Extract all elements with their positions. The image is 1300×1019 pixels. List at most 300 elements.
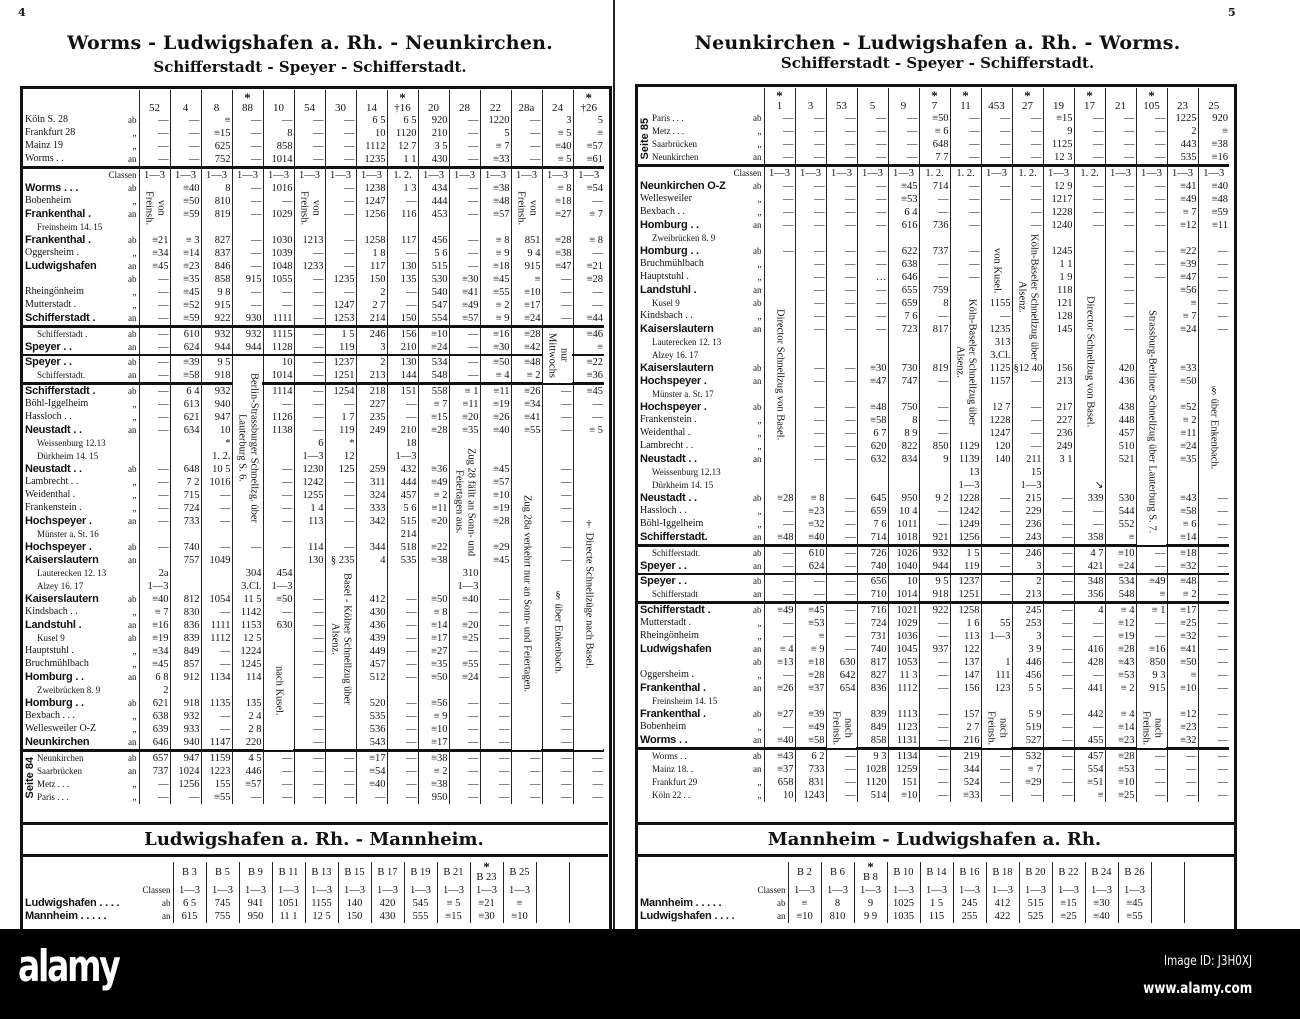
arrival-departure-marker: an — [753, 561, 762, 571]
time-cell: 455 — [1074, 734, 1105, 749]
time-cell: — — [449, 751, 480, 766]
time-cell: 518 — [387, 541, 418, 554]
station-cell — [638, 669, 764, 682]
time-cell — [1167, 695, 1198, 708]
time-cell: — — [387, 645, 418, 658]
time-cell: — — [826, 763, 857, 776]
time-cell: ≡12 — [1105, 617, 1136, 630]
time-cell: — — [826, 310, 857, 323]
time-cell: — — [449, 369, 480, 384]
train-number: B 23 — [476, 872, 497, 883]
arrival-departure-marker: „ — [757, 415, 762, 425]
table-row — [23, 140, 604, 153]
time-cell: — — [826, 414, 857, 427]
time-cell: — — [294, 312, 325, 327]
time-cell: 1—3 — [404, 884, 437, 897]
time-cell: — — [764, 125, 795, 138]
time-cell: 5 5 — [1012, 682, 1043, 695]
time-cell: 1—3 — [1136, 166, 1167, 181]
time-cell: ≡10 — [511, 286, 542, 299]
time-cell: — — [826, 617, 857, 630]
time-cell: — — [170, 140, 201, 153]
station-name: Speyer . . — [25, 341, 72, 353]
time-cell: ≡18 — [542, 195, 573, 208]
time-cell: 245 — [1012, 603, 1043, 618]
station-name: Schifferstadt. — [652, 548, 701, 558]
time-cell: 246 — [356, 327, 387, 342]
time-cell: 851 — [511, 234, 542, 247]
station-name: Kaiserslautern — [25, 593, 99, 605]
time-cell: — — [1198, 271, 1229, 284]
time-cell: 1—3 — [573, 168, 604, 183]
train-number: 11 — [960, 100, 971, 112]
time-cell: 922 — [201, 312, 232, 327]
time-cell: 1—3 — [449, 580, 480, 593]
time-cell: — — [826, 560, 857, 574]
time-cell: ≡17 — [1167, 603, 1198, 618]
station-name: Neustadt . . — [25, 424, 82, 436]
time-cell: 6 2 — [795, 749, 826, 764]
train-number: B 17 — [377, 867, 398, 878]
time-cell: — — [480, 778, 511, 791]
time-cell: 1029 — [888, 617, 919, 630]
station-cell — [638, 414, 764, 427]
station-name: Oggersheim . — [640, 669, 694, 680]
station-cell — [23, 723, 139, 736]
time-cell: 613 — [170, 398, 201, 411]
time-cell: 525 — [1019, 910, 1052, 923]
time-cell: 438 — [1105, 401, 1136, 414]
time-cell: 1018 — [888, 531, 919, 546]
time-cell — [480, 528, 511, 541]
rotated-note: Director Schnellzug von Basel. — [765, 259, 794, 491]
station-name: Frankenstein . — [25, 502, 82, 513]
classes-row — [23, 168, 604, 183]
time-cell: 1251 — [950, 588, 981, 603]
time-cell: — — [139, 463, 170, 476]
table-row — [638, 695, 1229, 708]
time-cell: 846 — [201, 260, 232, 273]
time-cell: ≡34 — [139, 645, 170, 658]
table-row — [638, 910, 1217, 923]
train-marker: * — [244, 90, 251, 105]
time-cell: — — [981, 588, 1012, 603]
arrival-departure-marker: an — [128, 516, 137, 526]
time-cell — [232, 684, 263, 697]
time-cell: ≡ 2 — [1105, 682, 1136, 695]
time-cell: 444 — [418, 195, 449, 208]
station-cell — [23, 127, 139, 140]
time-cell — [981, 643, 1012, 656]
time-cell: — — [1167, 789, 1198, 802]
time-cell: — — [139, 791, 170, 804]
station-name: Mannheim . . . . . — [25, 910, 107, 922]
time-cell: 412 — [356, 593, 387, 606]
time-cell — [480, 580, 511, 593]
time-cell: — — [325, 140, 356, 153]
time-cell: 9 — [919, 453, 950, 466]
classes-row — [23, 884, 602, 897]
time-cell: — — [826, 258, 857, 271]
time-cell: — — [573, 398, 604, 411]
time-cell: ≡43 — [1167, 492, 1198, 505]
arrival-departure-marker: ab — [753, 363, 762, 373]
time-cell: 1—3 — [480, 168, 511, 183]
time-cell — [1105, 232, 1136, 245]
time-cell — [356, 684, 387, 697]
time-cell: 1138 — [263, 424, 294, 437]
time-cell: ≡22 — [573, 355, 604, 369]
time-cell: — — [1136, 180, 1167, 193]
station-cell — [23, 114, 139, 127]
time-cell: — — [1074, 193, 1105, 206]
time-cell: ≡15 — [437, 910, 470, 923]
arrival-departure-marker: an — [753, 376, 762, 386]
station-name: Paris . . . — [37, 792, 69, 802]
time-cell: 1256 — [170, 778, 201, 791]
train-marker: * — [483, 859, 490, 874]
time-cell: ≡ — [573, 341, 604, 355]
time-cell — [1105, 349, 1136, 362]
arrival-departure-marker: „ — [757, 259, 762, 269]
train-number: 10 — [273, 102, 284, 114]
time-cell: 1155 — [981, 297, 1012, 310]
time-cell: — — [1198, 630, 1229, 643]
time-cell: — — [387, 736, 418, 751]
time-cell: — — [857, 193, 888, 206]
time-cell: ≡10 — [418, 723, 449, 736]
time-cell: — — [826, 206, 857, 219]
time-cell — [294, 528, 325, 541]
time-cell: ≡ 6 — [919, 125, 950, 138]
time-cell: 622 — [888, 245, 919, 258]
time-cell: ≡13 — [764, 656, 795, 669]
time-cell: ≡28 — [1105, 749, 1136, 764]
time-cell: ≡27 — [764, 708, 795, 721]
time-cell — [356, 450, 387, 463]
time-cell: ≡25 — [1105, 789, 1136, 802]
time-cell: 1249 — [950, 518, 981, 531]
time-cell: ≡ 6 — [1167, 518, 1198, 531]
station-name: Speyer . . — [640, 575, 687, 587]
time-cell: 658 — [764, 776, 795, 789]
time-cell: — — [826, 546, 857, 561]
time-cell: — — [1012, 206, 1043, 219]
time-cell: — — [826, 125, 857, 138]
arrival-departure-marker: „ — [757, 670, 762, 680]
page-number: 4 — [18, 6, 26, 19]
station-name: Mainz 19 — [25, 140, 64, 151]
time-cell: 1125 — [981, 362, 1012, 375]
time-cell: ≡50 — [418, 593, 449, 606]
station-name: Ludwigshafen — [25, 260, 97, 272]
station-name: Weidenthal . — [25, 489, 76, 500]
time-cell: 4 5 — [232, 751, 263, 766]
time-cell: 947 — [170, 751, 201, 766]
time-cell: — — [449, 247, 480, 260]
time-cell: — — [480, 791, 511, 804]
time-cell: 646 — [139, 736, 170, 751]
time-cell: — — [1198, 776, 1229, 789]
time-cell — [418, 567, 449, 580]
time-cell: — — [826, 284, 857, 297]
time-cell: 9 3 — [1136, 669, 1167, 682]
train-number: B 26 — [1124, 867, 1145, 878]
time-cell: ≡39 — [1167, 258, 1198, 271]
time-cell: ≡45 — [480, 554, 511, 567]
time-cell: 135 — [232, 697, 263, 710]
arrival-departure-marker: „ — [757, 126, 762, 136]
station-name: Kaiserslautern — [640, 323, 714, 335]
time-cell: ≡43 — [764, 749, 795, 764]
time-cell: — — [387, 593, 418, 606]
time-cell: — — [795, 574, 826, 588]
time-cell: 941 — [239, 897, 272, 910]
time-cell: ≡ — [795, 630, 826, 643]
time-cell: 716 — [857, 603, 888, 618]
station-name: Speyer . . — [25, 356, 72, 368]
time-cell: 147 — [950, 669, 981, 682]
time-cell: 1—3 — [1019, 884, 1052, 897]
time-cell: 714 — [919, 180, 950, 193]
station-name: Neunkirchen — [652, 152, 699, 162]
time-cell: — — [1198, 682, 1229, 695]
time-cell: — — [139, 312, 170, 327]
time-cell: — — [795, 375, 826, 388]
arrival-departure-marker: ab — [128, 594, 137, 604]
time-cell: 1—3 — [1052, 884, 1085, 897]
time-cell — [888, 232, 919, 245]
time-cell: ≡38 — [418, 778, 449, 791]
rotated-note: nach Kusel. — [264, 633, 293, 750]
time-cell: 659 — [888, 297, 919, 310]
arrival-departure-marker: „ — [757, 428, 762, 438]
time-cell: 740 — [857, 643, 888, 656]
time-cell: — — [764, 669, 795, 682]
right-page — [625, 0, 1300, 929]
station-name: Lauterecken 12. 13 — [37, 568, 107, 578]
time-cell: — — [1198, 643, 1229, 656]
time-cell: 1256 — [950, 531, 981, 546]
time-cell: 620 — [857, 440, 888, 453]
time-cell: — — [764, 193, 795, 206]
station-cell — [638, 427, 764, 440]
time-cell: — — [449, 127, 480, 140]
time-cell: ≡17 — [511, 299, 542, 312]
time-cell: 1213 — [294, 234, 325, 247]
time-cell: ≡28 — [1105, 643, 1136, 656]
time-cell — [857, 466, 888, 479]
time-cell: — — [480, 645, 511, 658]
time-cell: 745 — [206, 897, 239, 910]
time-cell: — — [294, 273, 325, 286]
station-cell — [638, 479, 764, 492]
time-cell: ≡29 — [1012, 776, 1043, 789]
time-cell: — — [294, 765, 325, 778]
station-name: Schifferstadt . — [640, 604, 711, 616]
time-cell: — — [449, 723, 480, 736]
time-cell: ≡58 — [1167, 505, 1198, 518]
station-cell — [23, 195, 139, 208]
time-cell: 12 9 — [1043, 180, 1074, 193]
time-cell: 113 — [950, 630, 981, 643]
time-cell: 1025 — [887, 897, 920, 910]
time-cell: — — [1136, 138, 1167, 151]
time-cell: 944 — [232, 341, 263, 355]
time-cell: — — [263, 606, 294, 619]
time-cell: — — [232, 234, 263, 247]
arrival-departure-marker: ab — [128, 542, 137, 552]
time-cell — [795, 695, 826, 708]
time-cell — [356, 567, 387, 580]
station-name: Hauptstuhl . — [25, 645, 74, 656]
time-cell: — — [795, 323, 826, 336]
time-cell: ≡53 — [1105, 669, 1136, 682]
timetable — [638, 859, 1217, 923]
table-row — [23, 114, 604, 127]
time-cell: 1112 — [888, 682, 919, 695]
time-cell: — — [294, 140, 325, 153]
time-cell: ≡15 — [418, 411, 449, 424]
train-number: B 9 — [248, 867, 263, 878]
time-cell: — — [449, 645, 480, 658]
time-cell: — — [826, 193, 857, 206]
arrival-departure-marker: an — [128, 209, 137, 219]
time-cell: — — [919, 258, 950, 271]
time-cell: — — [201, 710, 232, 723]
train-number: 105 — [1143, 100, 1160, 112]
time-cell: ≡35 — [170, 273, 201, 286]
time-cell: ≡21 — [573, 260, 604, 273]
time-cell: 448 — [1105, 414, 1136, 427]
time-cell: — — [1198, 734, 1229, 749]
time-cell — [139, 528, 170, 541]
arrival-departure-marker: ab — [128, 329, 137, 339]
time-cell: — — [1198, 617, 1229, 630]
arrival-departure-marker: an — [753, 589, 762, 599]
time-cell: — — [950, 138, 981, 151]
time-cell: 1—3 — [826, 166, 857, 181]
train-number: B 20 — [1025, 867, 1046, 878]
time-cell: 912 — [170, 671, 201, 684]
time-cell: ≡16 — [1136, 643, 1167, 656]
train-number: B 13 — [311, 867, 332, 878]
time-cell: ≡24 — [449, 671, 480, 684]
time-cell: ≡40 — [764, 734, 795, 749]
time-cell: ≡53 — [795, 617, 826, 630]
station-cell — [23, 671, 139, 684]
rotated-note: von Freinsh. — [512, 183, 541, 233]
time-cell: 10 — [201, 424, 232, 437]
station-name: Schifferstadt. — [37, 370, 86, 380]
time-cell: — — [1043, 588, 1074, 603]
time-cell: 1126 — [263, 411, 294, 424]
time-cell: — — [263, 398, 294, 411]
time-cell: 10 — [356, 127, 387, 140]
time-cell — [542, 528, 573, 541]
time-cell: ≡47 — [1167, 271, 1198, 284]
time-cell: — — [1136, 546, 1167, 561]
time-cell: ≡15 — [201, 127, 232, 140]
time-cell — [950, 695, 981, 708]
station-cell — [23, 710, 139, 723]
time-cell — [201, 580, 232, 593]
time-cell: — — [950, 258, 981, 271]
train-number-header — [325, 90, 356, 114]
station-name: Hochspeyer . — [640, 401, 707, 413]
station-cell — [638, 310, 764, 323]
time-cell — [1151, 897, 1184, 910]
time-cell: — — [1043, 505, 1074, 518]
time-cell: 1139 — [950, 453, 981, 466]
time-cell: 12 — [325, 450, 356, 463]
classes-row — [638, 166, 1229, 181]
station-cell — [638, 560, 764, 574]
time-cell — [294, 580, 325, 593]
time-cell: ≡61 — [573, 153, 604, 168]
time-cell: 9 8 — [201, 286, 232, 299]
time-cell: 1217 — [1043, 193, 1074, 206]
station-cell — [23, 632, 139, 645]
time-cell: 610 — [170, 327, 201, 342]
time-cell: 726 — [857, 546, 888, 561]
time-cell: 150 — [356, 273, 387, 286]
time-cell: 524 — [950, 776, 981, 789]
time-cell — [139, 554, 170, 567]
time-cell: 255 — [953, 910, 986, 923]
time-cell: 645 — [857, 492, 888, 505]
station-name: Classen — [108, 170, 137, 180]
time-cell: — — [1198, 749, 1229, 764]
time-cell — [981, 206, 1012, 219]
time-cell: 227 — [356, 398, 387, 411]
time-cell: 210 — [387, 341, 418, 355]
time-cell: ≡24 — [1105, 560, 1136, 574]
time-cell: 950 — [888, 492, 919, 505]
time-cell: — — [1105, 138, 1136, 151]
time-cell: — — [1198, 560, 1229, 574]
station-cell — [23, 515, 139, 528]
time-cell: 432 — [387, 463, 418, 476]
station-cell — [638, 630, 764, 643]
time-cell: 915 — [232, 273, 263, 286]
time-cell — [981, 388, 1012, 401]
train-marker: * — [1148, 88, 1155, 103]
time-cell: 114 — [232, 671, 263, 684]
time-cell: — — [1198, 492, 1229, 505]
time-cell: 530 — [418, 273, 449, 286]
rotated-note: Berlin-Strassburger Schnellzg. über Lauterburg S. 6. — [233, 356, 262, 540]
time-cell: — — [1074, 617, 1105, 630]
table-row — [638, 749, 1229, 764]
train-number-header — [480, 90, 511, 114]
time-cell: — — [294, 327, 325, 342]
time-cell: 412 — [986, 897, 1019, 910]
station-name: Weidenthal . — [640, 427, 691, 438]
time-cell: — — [542, 736, 573, 751]
station-cell — [638, 505, 764, 518]
station-name: Münster a. St. 16 — [37, 529, 99, 539]
time-cell: 4 — [356, 554, 387, 567]
table-row — [23, 327, 604, 342]
train-number-header — [764, 88, 795, 112]
page-gutter — [613, 0, 615, 929]
time-cell: — — [325, 751, 356, 766]
station-name: Lambrecht . . — [25, 476, 79, 487]
time-cell: 632 — [857, 453, 888, 466]
time-cell: 1237 — [325, 355, 356, 369]
time-cell: 932 — [201, 327, 232, 342]
